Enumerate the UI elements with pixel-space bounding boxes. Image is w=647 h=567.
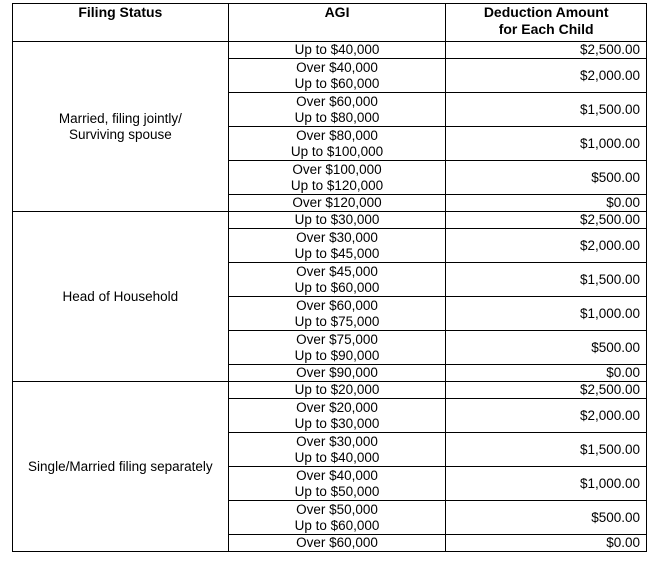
- agi-line: Over $60,000: [296, 535, 378, 550]
- agi-cell: [228, 212, 446, 229]
- filing-status-line1: Head of Household: [62, 288, 179, 304]
- agi-line: Over $80,000: [296, 127, 378, 143]
- agi-line: Up to $100,000: [290, 143, 384, 159]
- agi-line: Over $120,000: [292, 195, 382, 210]
- agi-line: Up to $60,000: [294, 75, 380, 91]
- agi-line: Up to $60,000: [294, 279, 380, 295]
- filing-status-line2: Surviving spouse: [68, 126, 172, 142]
- filing-status-line1: Single/Married filing separately: [28, 458, 213, 474]
- agi-cell: [228, 297, 446, 331]
- agi-cell: [228, 127, 446, 161]
- agi-line: Over $40,000: [296, 467, 378, 483]
- agi-line: Up to $40,000: [294, 42, 380, 57]
- table-row: [13, 382, 647, 399]
- agi-line: Over $20,000: [296, 399, 378, 415]
- agi-cell: [228, 229, 446, 263]
- agi-line: Up to $120,000: [290, 177, 384, 193]
- header-row: [13, 4, 647, 42]
- header-filing-status: Filing Status: [13, 4, 229, 42]
- agi-line: Over $60,000: [296, 297, 378, 313]
- agi-cell: [228, 93, 446, 127]
- deduction-amount-cell: $0.00: [446, 535, 647, 552]
- deduction-table: [12, 3, 647, 552]
- deduction-amount-cell: $500.00: [446, 331, 647, 365]
- agi-line: Over $45,000: [296, 263, 378, 279]
- agi-line: Up to $60,000: [294, 517, 380, 533]
- deduction-amount-cell: $2,000.00: [446, 59, 647, 93]
- agi-line: Up to $30,000: [294, 415, 380, 431]
- agi-cell: [228, 382, 446, 399]
- filing-status-cell: [13, 382, 229, 552]
- header-deduction-line1: Deduction Amount: [483, 4, 609, 20]
- agi-line: Over $40,000: [296, 59, 378, 75]
- agi-line: Over $60,000: [296, 93, 378, 109]
- agi-cell: [228, 399, 446, 433]
- deduction-amount-cell: $0.00: [446, 365, 647, 382]
- agi-cell: [228, 59, 446, 93]
- agi-cell: [228, 535, 446, 552]
- table-row: [13, 42, 647, 59]
- agi-cell: [228, 365, 446, 382]
- deduction-amount-cell: $1,000.00: [446, 127, 647, 161]
- deduction-amount-cell: $2,500.00: [446, 212, 647, 229]
- agi-cell: [228, 195, 446, 212]
- filing-status-cell: [13, 212, 229, 382]
- agi-line: Up to $75,000: [294, 313, 380, 329]
- deduction-amount-cell: $2,000.00: [446, 399, 647, 433]
- agi-line: Over $30,000: [296, 433, 378, 449]
- agi-line: Over $90,000: [296, 365, 378, 380]
- deduction-amount-cell: $500.00: [446, 501, 647, 535]
- filing-status-line1: Married, filing jointly/: [58, 110, 182, 126]
- agi-cell: [228, 263, 446, 297]
- deduction-amount-cell: $1,500.00: [446, 263, 647, 297]
- deduction-amount-cell: $2,500.00: [446, 42, 647, 59]
- agi-cell: [228, 331, 446, 365]
- agi-cell: [228, 501, 446, 535]
- table-row: [13, 212, 647, 229]
- deduction-amount-cell: $1,500.00: [446, 93, 647, 127]
- agi-cell: [228, 42, 446, 59]
- agi-line: Up to $40,000: [294, 449, 380, 465]
- agi-line: Up to $90,000: [294, 347, 380, 363]
- deduction-amount-cell: $500.00: [446, 161, 647, 195]
- agi-line: Up to $20,000: [294, 382, 380, 397]
- deduction-amount-cell: $1,500.00: [446, 433, 647, 467]
- agi-line: Over $30,000: [296, 229, 378, 245]
- deduction-amount-cell: $0.00: [446, 195, 647, 212]
- filing-status-cell: [13, 42, 229, 212]
- agi-cell: [228, 161, 446, 195]
- deduction-amount-cell: $1,000.00: [446, 297, 647, 331]
- agi-line: Over $100,000: [292, 161, 382, 177]
- deduction-amount-cell: $1,000.00: [446, 467, 647, 501]
- table-body: [13, 42, 647, 552]
- agi-line: Up to $30,000: [294, 212, 380, 227]
- agi-line: Up to $45,000: [294, 245, 380, 261]
- header-deduction: [446, 4, 647, 42]
- deduction-amount-cell: $2,000.00: [446, 229, 647, 263]
- agi-line: Over $50,000: [296, 501, 378, 517]
- header-deduction-line2: for Each Child: [498, 21, 594, 37]
- agi-line: Over $75,000: [296, 331, 378, 347]
- deduction-amount-cell: $2,500.00: [446, 382, 647, 399]
- agi-line: Up to $50,000: [294, 483, 380, 499]
- agi-line: Up to $80,000: [294, 109, 380, 125]
- agi-cell: [228, 467, 446, 501]
- header-agi: AGI: [228, 4, 446, 42]
- agi-cell: [228, 433, 446, 467]
